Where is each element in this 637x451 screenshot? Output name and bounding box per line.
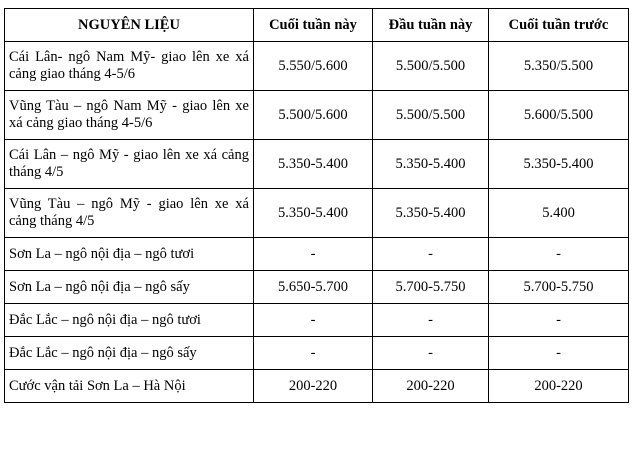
table-row bbox=[5, 189, 629, 238]
row-this-week-start: - bbox=[373, 238, 489, 271]
row-last-weekend: 5.350/5.500 bbox=[489, 42, 629, 91]
table-row bbox=[5, 370, 629, 403]
row-material: Vũng Tàu – ngô Mỹ - giao lên xe xá cảng tháng 4/5 bbox=[5, 189, 254, 238]
table-row bbox=[5, 42, 629, 91]
row-last-weekend: - bbox=[489, 238, 629, 271]
row-material: Sơn La – ngô nội địa – ngô sấy bbox=[5, 271, 254, 304]
row-last-weekend: 200-220 bbox=[489, 370, 629, 403]
row-material: Cái Lân- ngô Nam Mỹ- giao lên xe xá cảng giao tháng 4-5/6 bbox=[5, 42, 254, 91]
header-material: NGUYÊN LIỆU bbox=[5, 9, 254, 42]
row-this-weekend: 5.350-5.400 bbox=[254, 140, 373, 189]
row-this-weekend: 5.500/5.600 bbox=[254, 91, 373, 140]
header-row bbox=[5, 9, 629, 42]
row-this-weekend: - bbox=[254, 238, 373, 271]
row-this-weekend: - bbox=[254, 304, 373, 337]
row-last-weekend: - bbox=[489, 304, 629, 337]
table-row bbox=[5, 337, 629, 370]
row-this-week-start: 5.350-5.400 bbox=[373, 140, 489, 189]
row-material: Đắc Lắc – ngô nội địa – ngô tươi bbox=[5, 304, 254, 337]
row-material: Sơn La – ngô nội địa – ngô tươi bbox=[5, 238, 254, 271]
row-this-weekend: 200-220 bbox=[254, 370, 373, 403]
header-this-week-start: Đầu tuần này bbox=[373, 9, 489, 42]
row-this-week-start: 200-220 bbox=[373, 370, 489, 403]
row-material: Đắc Lắc – ngô nội địa – ngô sấy bbox=[5, 337, 254, 370]
table-row bbox=[5, 271, 629, 304]
table-row bbox=[5, 238, 629, 271]
row-last-weekend: 5.700-5.750 bbox=[489, 271, 629, 304]
header-last-weekend: Cuối tuần trước bbox=[489, 9, 629, 42]
row-this-weekend: - bbox=[254, 337, 373, 370]
row-this-week-start: 5.700-5.750 bbox=[373, 271, 489, 304]
row-last-weekend: - bbox=[489, 337, 629, 370]
row-this-weekend: 5.350-5.400 bbox=[254, 189, 373, 238]
row-this-week-start: - bbox=[373, 304, 489, 337]
row-material: Cái Lân – ngô Mỹ - giao lên xe xá cảng tháng 4/5 bbox=[5, 140, 254, 189]
row-material: Cước vận tải Sơn La – Hà Nội bbox=[5, 370, 254, 403]
row-this-week-start: 5.350-5.400 bbox=[373, 189, 489, 238]
header-this-weekend: Cuối tuần này bbox=[254, 9, 373, 42]
row-last-weekend: 5.400 bbox=[489, 189, 629, 238]
price-table bbox=[4, 8, 629, 403]
row-this-week-start: 5.500/5.500 bbox=[373, 91, 489, 140]
row-last-weekend: 5.350-5.400 bbox=[489, 140, 629, 189]
row-this-weekend: 5.550/5.600 bbox=[254, 42, 373, 91]
row-this-week-start: - bbox=[373, 337, 489, 370]
table-row bbox=[5, 91, 629, 140]
table-row bbox=[5, 140, 629, 189]
row-last-weekend: 5.600/5.500 bbox=[489, 91, 629, 140]
row-this-week-start: 5.500/5.500 bbox=[373, 42, 489, 91]
row-this-weekend: 5.650-5.700 bbox=[254, 271, 373, 304]
row-material: Vũng Tàu – ngô Nam Mỹ - giao lên xe xá cảng giao tháng 4-5/6 bbox=[5, 91, 254, 140]
table-row bbox=[5, 304, 629, 337]
